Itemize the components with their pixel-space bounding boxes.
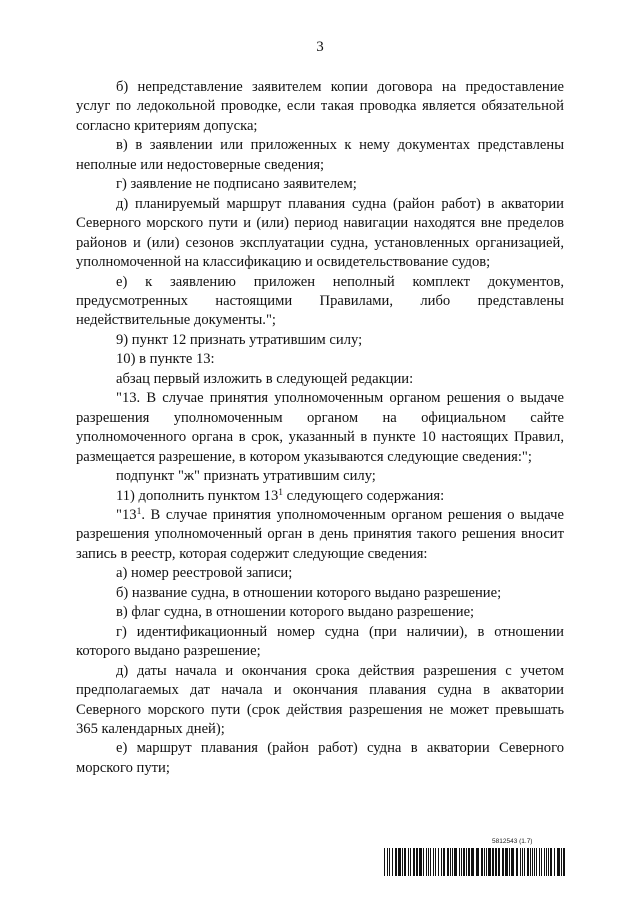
- paragraph-item-11-before: 11) дополнить пунктом 13: [116, 487, 279, 504]
- barcode-block: [384, 838, 566, 878]
- paragraph-item-9: 9) пункт 12 признать утратившим силу;: [116, 331, 363, 348]
- paragraph-point-13-1: [76, 506, 564, 564]
- barcode-icon: [384, 848, 566, 876]
- paragraph-item-11: [76, 487, 564, 506]
- paragraph-d: д) планируемый маршрут плавания судна (район работ) в акватории Северного морского пути и (или) период навигации находятся вне пределов районов и (или) сезонов эксплуатации судна, установленных организацией, уполномоченной на классификацию и освидетельствование судов;: [76, 195, 564, 271]
- paragraph-point-13-1-before: "13: [116, 506, 137, 523]
- superscript: 1: [136, 506, 142, 517]
- paragraph-g: г) заявление не подписано заявителем;: [116, 176, 357, 193]
- paragraph-point-13-1-after: . В случае принятия уполномоченным органом решения о выдаче разрешения уполномоченный орган в день принятия такого решения вносит запись в реестр, которая содержит следующие сведения:: [76, 506, 564, 562]
- paragraph-e-registry: е) маршрут плавания (район работ) судна в акватории Северного морского пути;: [76, 740, 564, 776]
- paragraph-v: в) в заявлении или приложенных к нему документах представлены неполные или недостоверные сведения;: [76, 137, 564, 173]
- paragraph-item-11-after: следующего содержания:: [283, 487, 445, 504]
- paragraph-v-registry: в) флаг судна, в отношении которого выдано разрешение;: [116, 604, 475, 621]
- paragraph-item-10: 10) в пункте 13:: [116, 351, 215, 368]
- barcode-caption: 5812543 (1.7): [492, 838, 533, 845]
- document-body: [76, 78, 564, 778]
- paragraph-first-abzac: абзац первый изложить в следующей редакции:: [116, 370, 414, 387]
- paragraph-b: б) непредставление заявителем копии договора на предоставление услуг по ледокольной проводке, если такая проводка является обязательной согласно критериям допуска;: [76, 79, 564, 134]
- paragraph-point-13: "13. В случае принятия уполномоченным органом решения о выдаче разрешения уполномоченным органом на официальном сайте уполномоченного органа в срок, указанный в пункте 10 настоящих Правил, размещается разрешение, в котором указываются следующие сведения:";: [76, 390, 564, 465]
- paragraph-a-registry: а) номер реестровой записи;: [116, 565, 293, 582]
- paragraph-g-registry: г) идентификационный номер судна (при наличии), в отношении которого выдано разрешение;: [76, 623, 564, 660]
- superscript: 1: [278, 487, 284, 498]
- paragraph-e: е) к заявлению приложен неполный комплект документов, предусмотренных настоящими Правилами, либо представлены недействительные документы.";: [76, 273, 564, 329]
- page-number: 3: [316, 39, 324, 55]
- paragraph-d-registry: д) даты начала и окончания срока действия разрешения с учетом предполагаемых дат начала и окончания плавания судна в акватории Северного морского пути (срок действия разрешения не может превышать 365 календарных дней);: [76, 662, 564, 737]
- paragraph-b-registry: б) название судна, в отношении которого выдано разрешение;: [116, 584, 502, 601]
- paragraph-subpoint-zh: подпункт "ж" признать утратившим силу;: [116, 468, 376, 485]
